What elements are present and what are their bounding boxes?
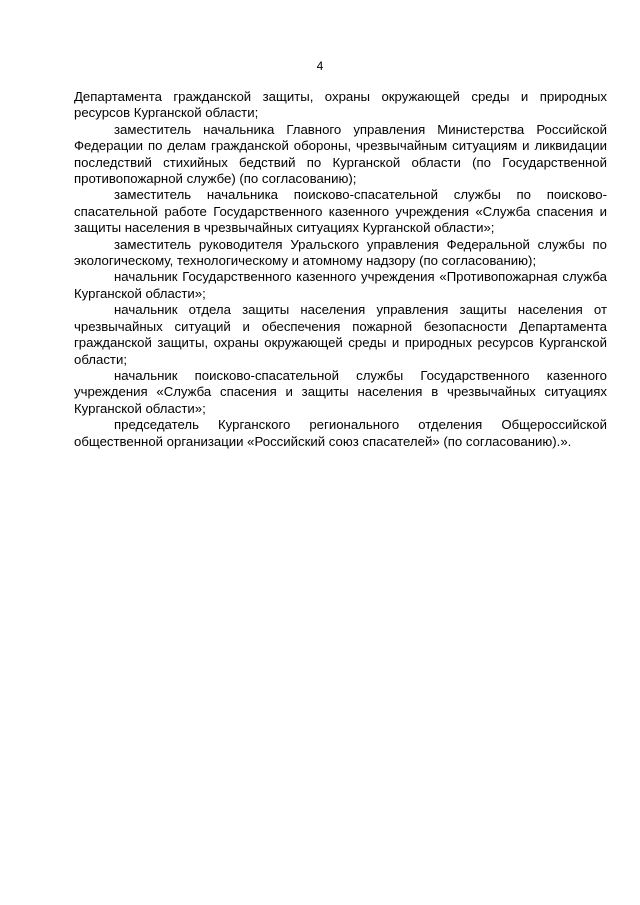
paragraph: Департамента гражданской защиты, охраны окружающей среды и природных ресурсов Курганской области;: [74, 89, 607, 121]
paragraph: начальник отдела защиты населения управления защиты населения от чрезвычайных ситуаций и обеспечения пожарной безопасности Департамента гражданской защиты, охраны окружающей среды и природных ресурсов Курганской области;: [74, 302, 607, 367]
paragraph: заместитель начальника Главного управления Министерства Российской Федерации по делам гражданской обороны, чрезвычайным ситуациям и ликвидации последствий стихийных бедствий по Курганской области (по Государственной противопожарной службе) (по согласованию);: [74, 121, 607, 187]
paragraph: начальник поисково-спасательной службы Государственного казенного учреждения «Служба спасения и защиты населения в чрезвычайных ситуациях Курганской области»;: [74, 367, 607, 416]
paragraph: заместитель начальника поисково-спасательной службы по поисково-спасательной работе Государственного казенного учреждения «Служба спасения и защиты населения в чрезвычайных ситуациях Курганской области»;: [74, 187, 607, 236]
page-number: 4: [316, 59, 324, 73]
document-body: [74, 89, 607, 450]
paragraph: председатель Курганского регионального отделения Общероссийской общественной организации «Российский союз спасателей» (по согласованию).».: [74, 417, 607, 449]
paragraph: начальник Государственного казенного учреждения «Противопожарная служба Курганской области»;: [74, 269, 607, 301]
paragraph: заместитель руководителя Уральского управления Федеральной службы по экологическому, технологическому и атомному надзору (по согласованию);: [74, 236, 607, 269]
